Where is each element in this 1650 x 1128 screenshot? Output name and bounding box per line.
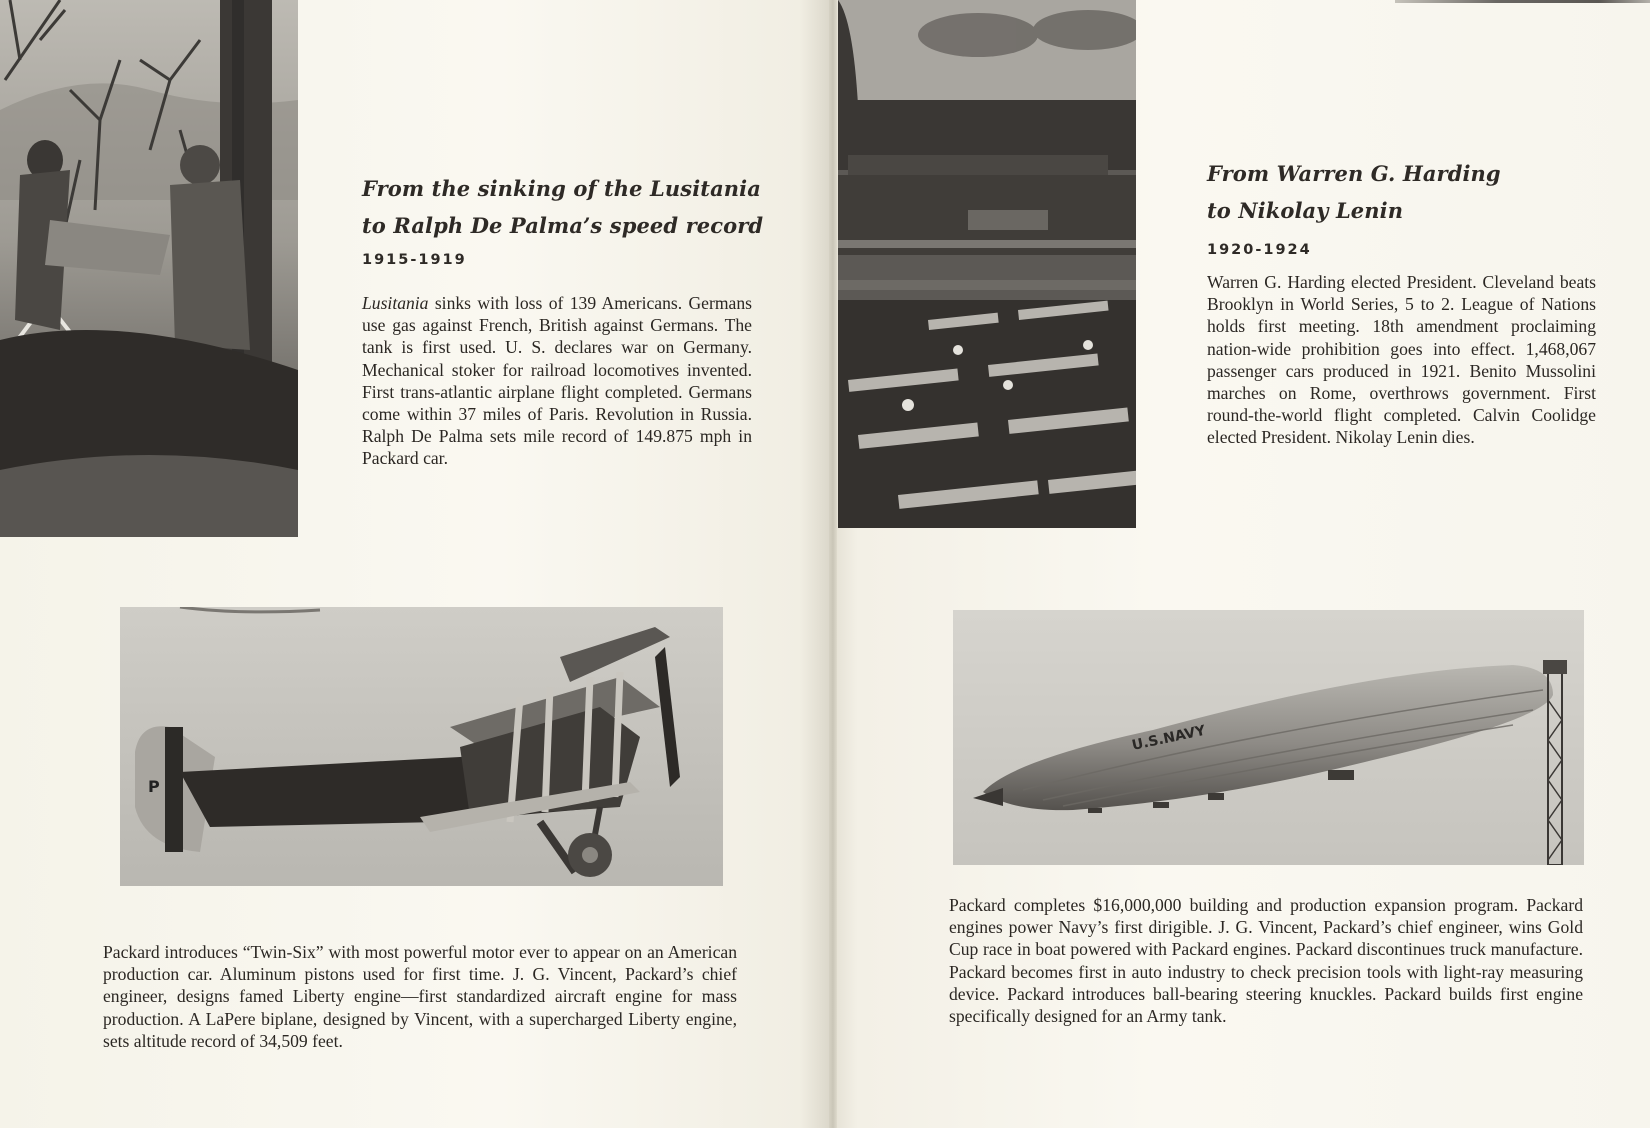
section-heading-1915-1919 [362,170,782,244]
dirigible-photo [953,610,1584,865]
assembly-hall-photo [838,0,1136,528]
heading-line-2: to Ralph De Palma’s speed record [362,213,764,238]
photo-soldiers-icon [0,0,298,537]
section-heading-1920-1924 [1207,155,1587,229]
year-range-label: 1920-1924 [1207,242,1312,258]
photo-assembly-icon [838,0,1136,528]
hull-marking: U.S.NAVY [1130,722,1207,754]
biplane-caption: Packard introduces “Twin-Six” with most powerful motor ever to appear on an American production car. Aluminum pistons used for first time. J. G. Vincent, Packard’s chief engineer, designs famed Liberty engine—first standardized aircraft engine for mass production. A LaPere biplane, designed by Vincent, with a supercharged Liberty engine, sets altitude record of 34,509 feet. [103,942,737,1051]
year-range-label: 1915-1919 [362,252,467,268]
heading-line-1: From Warren G. Harding [1207,161,1501,186]
heading-line-2: to Nikolay Lenin [1207,198,1404,223]
section-body-text [362,292,752,470]
photo-biplane-icon [120,607,723,886]
body-rest: sinks with loss of 139 Americans. Germans use gas against French, British against Germans. The tank is first used. U. S. declares war on Germany. Mechanical stoker for railroad locomotives invented. First trans-atlantic airplane flight completed. Germans come within 37 miles of Paris. Revolution in Russia. Ralph De Palma sets mile record of 149.875 mph in Packard car. [362,293,752,469]
heading-line-1: From the sinking of the Lusitania [362,176,761,201]
tail-marking: P [148,777,160,796]
page-edge-strip [1395,0,1650,3]
photo-dirigible-icon [953,610,1584,865]
book-gutter [829,0,837,1128]
biplane-photo [120,607,723,886]
italic-lead-word: Lusitania [362,293,429,313]
soldiers-photo [0,0,298,537]
section-body-text: Warren G. Harding elected President. Cleveland beats Brooklyn in World Series, 5 to 2. League of Nations holds first meeting. 18th amendment proclaiming nation-wide prohibition goes into effect. 1,468,067 passenger cars produced in 1921. Benito Mussolini marches on Rome, overthrows government. First round-the-world flight completed. Calvin Coolidge elected President. Nikolay Lenin dies. [1207,272,1596,448]
dirigible-caption: Packard completes $16,000,000 building and production expansion program. Packard engines power Navy’s first dirigible. J. G. Vincent, Packard’s chief engineer, wins Gold Cup race in boat powered with Packard engines. Packard discontinues truck manufacture. Packard becomes first in auto industry to check precision tools with light-ray measuring device. Packard introduces ball-bearing steering knuckles. Packard builds first engine specifically designed for an Army tank. [949,895,1583,1027]
